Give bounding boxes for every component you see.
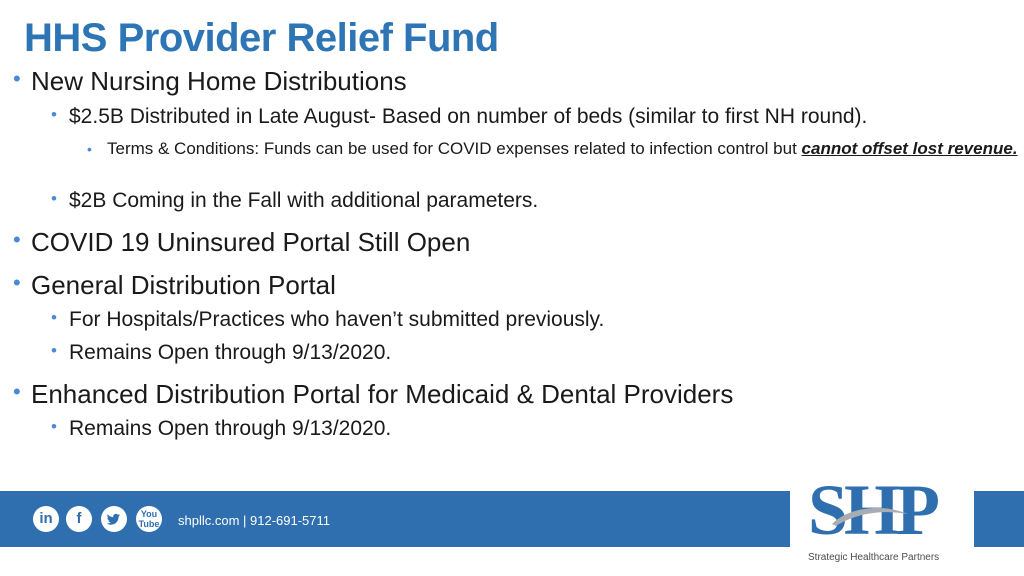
sub-bullet-enhanced-remains — [51, 417, 392, 441]
sub-bullet-hospitals — [51, 308, 605, 332]
sub-bullet-distributed-text: $2.5B Distributed in Late August- Based on number of beds (similar to first NH round). — [69, 105, 868, 128]
bullet-dot: • — [51, 417, 57, 436]
sub-sub-bullet-terms — [87, 138, 1019, 160]
bullet-dot: • — [13, 379, 21, 404]
youtube-glyph-top: You — [140, 509, 158, 519]
sub-bullet-general-remains — [51, 341, 392, 365]
bullet-dot: • — [87, 141, 92, 157]
bullet-enhanced-text: Enhanced Distribution Portal for Medicaid & Dental Providers — [31, 379, 734, 409]
bullet-dot: • — [13, 227, 21, 252]
bullet-dot: • — [51, 105, 57, 124]
sub-bullet-enhanced-remains-text: Remains Open through 9/13/2020. — [69, 417, 392, 440]
bullet-dot: • — [51, 189, 57, 208]
bullet-general-text: General Distribution Portal — [31, 270, 336, 300]
twitter-bird-icon — [101, 506, 127, 532]
sub-bullet-distributed — [51, 105, 868, 129]
bullet-uninsured — [13, 227, 471, 258]
bullet-uninsured-text: COVID 19 Uninsured Portal Still Open — [31, 227, 471, 257]
logo-tagline: Strategic Healthcare Partners — [808, 552, 940, 563]
terms-text: Terms & Conditions: Funds can be used for COVID expenses related to infection control but — [107, 139, 802, 158]
footer-contact[interactable]: shpllc.com | 912-691-5711 — [178, 513, 331, 528]
shp-logo — [790, 468, 974, 576]
sub-bullet-hospitals-text: For Hospitals/Practices who haven’t submitted previously. — [69, 308, 605, 331]
facebook-glyph: f — [76, 510, 82, 527]
terms-emphasis: cannot offset lost revenue. — [801, 139, 1018, 158]
slide-title: HHS Provider Relief Fund — [24, 16, 499, 60]
logo-letters: SHP — [808, 470, 937, 550]
sub-bullet-fall-text: $2B Coming in the Fall with additional parameters. — [69, 189, 539, 212]
facebook-icon[interactable] — [66, 506, 92, 532]
bullet-dot: • — [51, 341, 57, 360]
bullet-dot: • — [51, 308, 57, 327]
bullet-dot: • — [13, 66, 21, 91]
bullet-nursing-home-text: New Nursing Home Distributions — [31, 66, 407, 96]
bullet-dot: • — [13, 270, 21, 295]
sub-bullet-general-remains-text: Remains Open through 9/13/2020. — [69, 341, 392, 364]
twitter-icon[interactable] — [101, 506, 127, 532]
sub-bullet-fall — [51, 189, 539, 213]
bullet-nursing-home — [13, 66, 407, 97]
linkedin-icon[interactable] — [33, 506, 59, 532]
linkedin-glyph: in — [39, 510, 53, 527]
bullet-enhanced — [13, 379, 734, 410]
youtube-glyph-bottom: Tube — [138, 519, 160, 529]
bullet-general — [13, 270, 336, 301]
youtube-icon[interactable] — [136, 506, 162, 532]
logo-swoosh-icon — [830, 504, 910, 530]
